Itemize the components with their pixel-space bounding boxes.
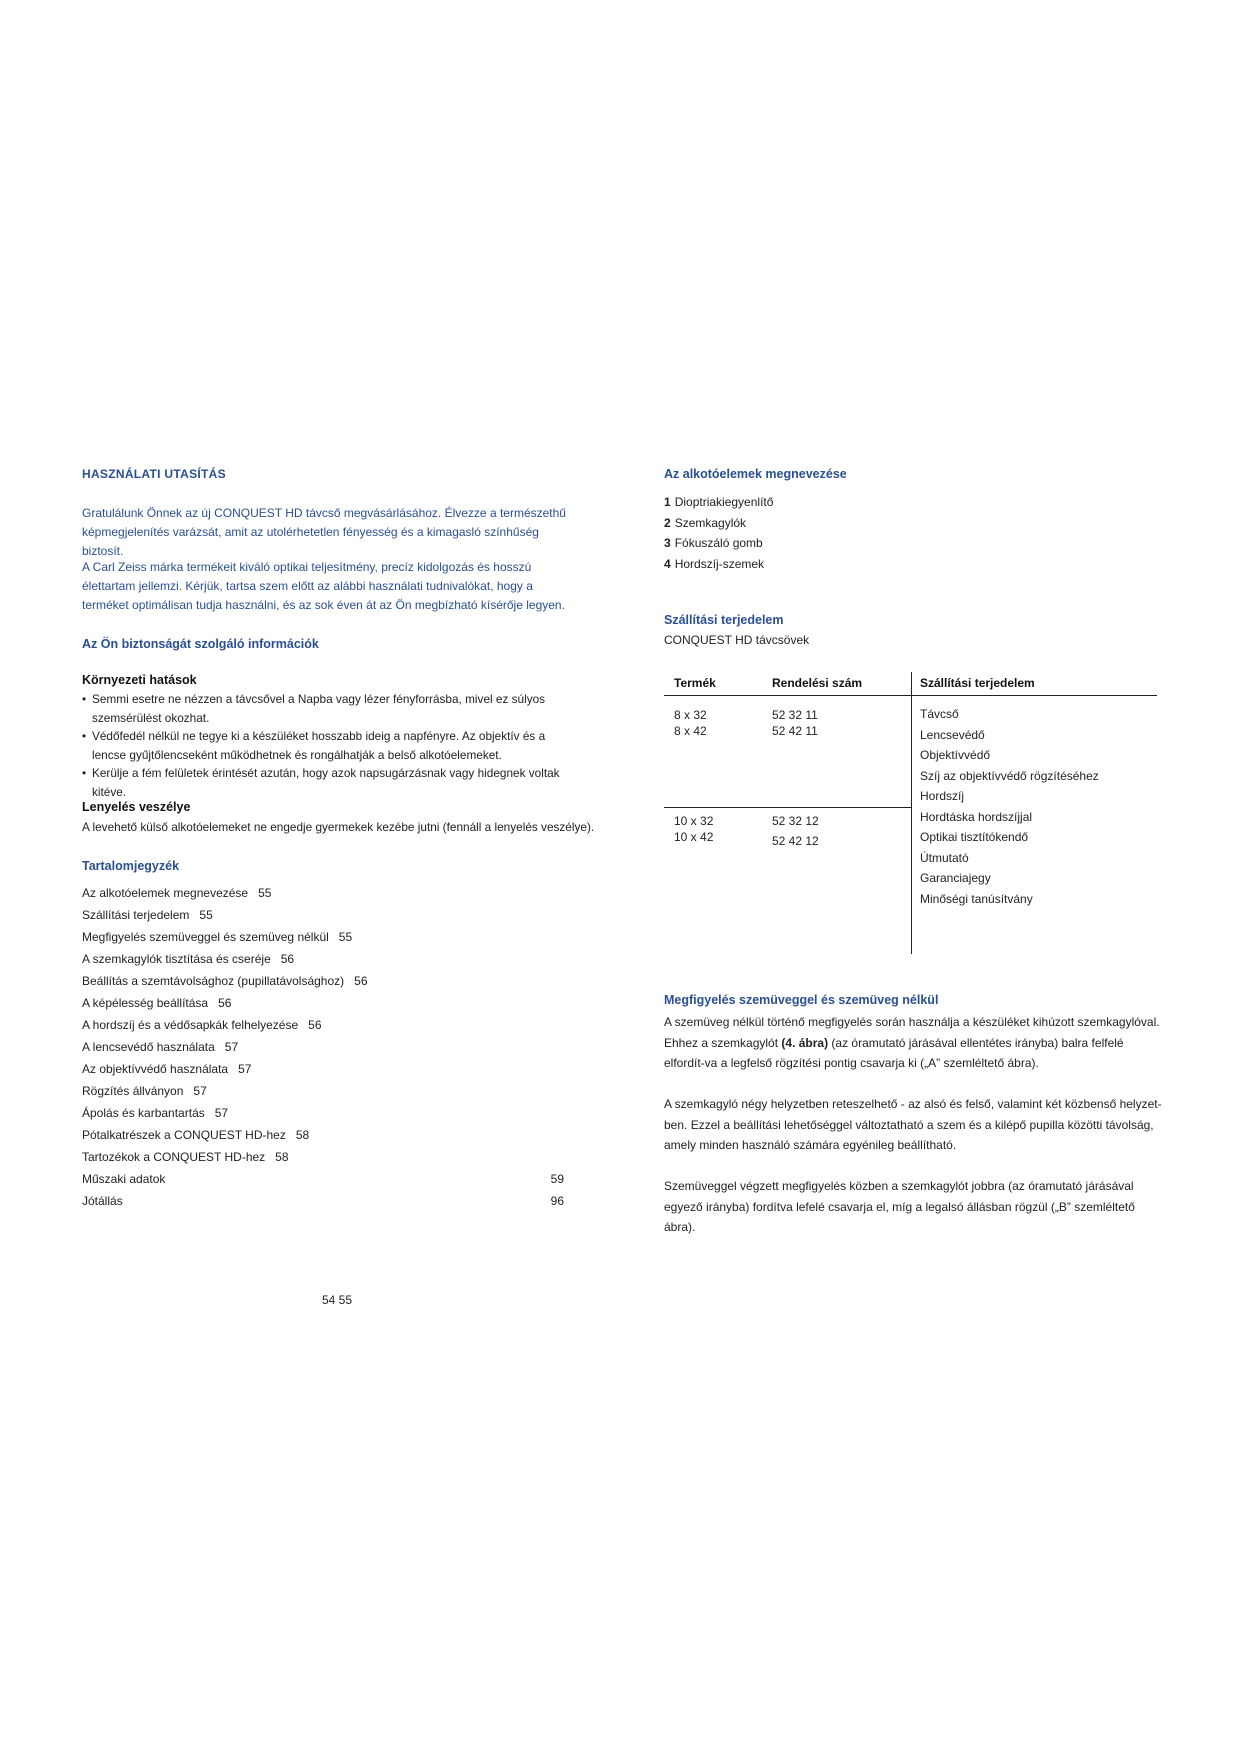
- scope-item: Lencsevédő: [920, 727, 985, 742]
- table-row-divider: [664, 807, 912, 808]
- toc-item[interactable]: A képélesség beállítása 56: [82, 996, 232, 1010]
- table-header-rule-right: [911, 695, 1157, 696]
- page-title: HASZNÁLATI UTASÍTÁS: [82, 467, 226, 481]
- table-of-contents: [82, 882, 564, 1212]
- scope-item: Garanciajegy: [920, 871, 991, 885]
- parts-item: 1 Dioptriakiegyenlítő: [664, 495, 774, 509]
- order-number: 52 32 11: [772, 708, 818, 722]
- parts-item: 3 Fókuszáló gomb: [664, 536, 763, 550]
- scope-item: Optikai tisztítókendő: [920, 830, 1029, 844]
- toc-item[interactable]: Szállítási terjedelem 55: [82, 908, 213, 922]
- table-column-divider: [911, 672, 912, 954]
- scope-item: Útmutató: [920, 850, 969, 865]
- environment-bullet: • Kerülje a fém felületek érintését azután, hogy azok napsugárzásnak vagy hidegnek voltak kitéve.: [82, 764, 582, 801]
- delivery-scope-list: [920, 704, 1099, 909]
- environment-bullet: • Semmi esetre ne nézzen a távcsővel a Napba vagy lézer fényforrásba, mivel ez súlyos szemsérülést okozhat.: [82, 690, 582, 727]
- toc-item[interactable]: Beállítás a szemtávolsághoz (pupillatávolsághoz) 56: [82, 974, 368, 988]
- parts-item: 2 Szemkagylók: [664, 515, 747, 530]
- observation-heading: Megfigyelés szemüveggel és szemüveg nélkül: [664, 993, 939, 1007]
- swallow-text: A levehető külső alkotóelemeket ne engedje gyermekek kezébe jutni (fennáll a lenyelés veszélye).: [82, 820, 595, 834]
- toc-item[interactable]: Tartozékok a CONQUEST HD-hez 58: [82, 1150, 289, 1164]
- intro-paragraph-1: Gratulálunk Önnek az új CONQUEST HD távcső megvásárlásához. Élvezze a természethű képmegjelenítés varázsát, amit az utolérhetetlen fényesség és a kimagasló színhűség biztosít.: [82, 506, 566, 558]
- toc-item[interactable]: Megfigyelés szemüveggel és szemüveg nélkül 55: [82, 930, 353, 944]
- toc-item[interactable]: A lencsevédő használata 57: [82, 1040, 239, 1054]
- toc-item[interactable]: Műszaki adatok 59: [82, 1172, 564, 1186]
- product-model: 8 x 32: [674, 708, 707, 722]
- observation-paragraph-3: Szemüveggel végzett megfigyelés közben a szemkagylót jobbra (az óramutató járásával egyező irányba) fordítva lefelé csavarja el, míg a legalsó állásban rögzül („B” szemléltető ábra).: [664, 1179, 1135, 1234]
- parts-heading: Az alkotóelemek megnevezése: [664, 467, 847, 481]
- toc-heading: Tartalomjegyzék: [82, 859, 180, 873]
- scope-item: Objektívvédő: [920, 748, 991, 762]
- toc-item[interactable]: Pótalkatrészek a CONQUEST HD-hez 58: [82, 1128, 310, 1142]
- order-number: 52 42 11: [772, 724, 818, 738]
- table-header-order-number: Rendelési szám: [772, 676, 863, 690]
- toc-item[interactable]: Az objektívvédő használata 57: [82, 1062, 252, 1076]
- parts-item: 4 Hordszíj-szemek: [664, 556, 765, 571]
- scope-item: Hordtáska hordszíjjal: [920, 809, 1033, 824]
- delivery-heading: Szállítási terjedelem: [664, 613, 784, 627]
- environment-bullet-list: [82, 690, 582, 801]
- toc-item[interactable]: Ápolás és karbantartás 57: [82, 1106, 229, 1120]
- safety-heading: Az Ön biztonságát szolgáló információk: [82, 637, 319, 651]
- toc-item[interactable]: Rögzítés állványon 57: [82, 1084, 207, 1098]
- toc-item[interactable]: Jótállás 96: [82, 1194, 564, 1208]
- product-model: 8 x 42: [674, 724, 707, 738]
- table-header-product: Termék: [674, 676, 716, 690]
- toc-item[interactable]: A hordszíj és a védősapkák felhelyezése 56: [82, 1018, 322, 1032]
- environment-bullet: • Védőfedél nélkül ne tegye ki a készüléket hosszabb ideig a napfényre. Az objektív és a lencse gyűjtőlencseként működhetnek és rongálhatják a belső alkotóelemeket.: [82, 727, 582, 764]
- swallow-heading: Lenyelés veszélye: [82, 800, 191, 814]
- product-model: 10 x 42: [674, 830, 714, 844]
- environment-heading: Környezeti hatások: [82, 673, 197, 687]
- order-number: 52 32 12: [772, 814, 819, 828]
- observation-paragraph-2: A szemkagyló négy helyzetben reteszelhető - az alsó és felső, valamint két közbenső helyzet-ben. Ezzel a beállítási lehetőséggel változtatható a szem és a kilépő pupilla közötti távolság, amely minden használó számára egyénileg beállítható.: [664, 1097, 1162, 1152]
- toc-item[interactable]: Az alkotóelemek megnevezése 55: [82, 886, 272, 900]
- toc-item[interactable]: A szemkagylók tisztítása és cseréje 56: [82, 952, 295, 966]
- observation-paragraph-1: A szemüveg nélkül történő megfigyelés során használja a készüléket kihúzott szemkagylóval. Ehhez a szemkagylót (4. ábra) (az óramutató járásával ellentétes irányba) balra felfelé elfordít-va a legfelső rögzítési pontig csavarja ki („A” szemléltető ábra).: [664, 1015, 1160, 1070]
- product-model: 10 x 32: [674, 814, 714, 828]
- delivery-subtitle: CONQUEST HD távcsövek: [664, 633, 810, 647]
- scope-item: Szíj az objektívvédő rögzítéséhez: [920, 768, 1099, 783]
- intro-paragraph-2: A Carl Zeiss márka termékeit kiváló optikai teljesítmény, precíz kidolgozás és hosszú élettartam jellemzi. Kérjük, tartsa szem előtt az alábbi használati tudnivalókat, hogy a terméket optimálisan tudja használni, és az sok éven át az Ön megbízható kísérője legyen.: [82, 560, 565, 612]
- scope-item: Hordszíj: [920, 789, 965, 803]
- table-header-rule-left: [664, 695, 912, 696]
- page-numbers: 54 55: [322, 1293, 353, 1307]
- table-header-scope: Szállítási terjedelem: [920, 676, 1035, 690]
- parts-list: [664, 492, 773, 574]
- scope-item: Minőségi tanúsítvány: [920, 891, 1033, 906]
- scope-item: Távcső: [920, 707, 959, 721]
- order-number: 52 42 12: [772, 834, 819, 848]
